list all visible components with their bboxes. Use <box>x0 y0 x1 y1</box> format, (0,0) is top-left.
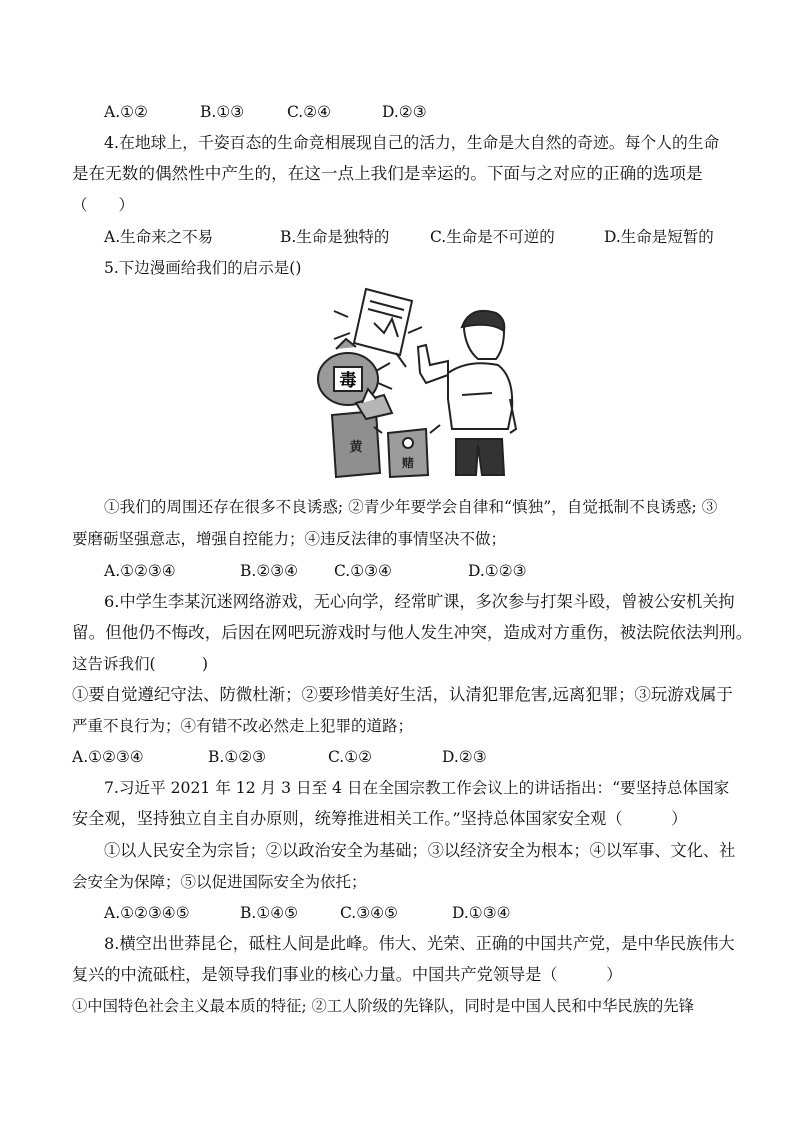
boy-figure-icon <box>418 311 516 475</box>
temptation-cartoon <box>296 283 522 483</box>
q5-option-b: B.②③④ <box>240 562 299 580</box>
q6-line-5: 严重不良行为；④有错不改必然走上犯罪的道路； <box>72 717 414 735</box>
q7-line-3: ①以人民安全为宗旨；②以政治安全为基础；③以经济安全为根本；④以军事、文化、社 <box>104 841 736 860</box>
q7-line-2: 安全观，坚持独立自主自办原则，统筹推进相关工作。”坚持总体国家安全观（ ） <box>72 809 688 828</box>
q3-option-a: A.①② <box>104 103 148 121</box>
q5-option-a: A.①②③④ <box>104 562 176 580</box>
cartoon-sign-gamble: 赌 <box>401 456 415 470</box>
q6-option-c: C.①② <box>328 748 373 766</box>
q7-line-4: 会安全为保障；⑤以促进国际安全为依托； <box>72 873 367 891</box>
q5-option-c: C.①③④ <box>334 562 392 580</box>
q4-line-1: 4.在地球上，千姿百态的生命竞相展现自己的活力，生命是大自然的奇迹。每个人的生命 <box>104 133 720 152</box>
q7-line-1: 7.习近平 2021 年 12 月 3 日至 4 日在全国宗教工作会议上的讲话指出：“要坚持总体国家 <box>104 779 730 797</box>
q7-option-c: C.③④⑤ <box>340 904 398 922</box>
q6-option-a: A.①②③④ <box>72 748 144 766</box>
q3-option-c: C.②④ <box>287 103 332 121</box>
q4-option-d: D.生命是短暂的 <box>604 228 714 246</box>
cartoon-sign-yellow: 黄 <box>349 440 363 455</box>
q5-line-2: 要磨砺坚强意志，增强自控能力；④违反法律的事情坚决不做； <box>72 530 507 548</box>
q4-option-c: C.生命是不可逆的 <box>430 228 555 246</box>
q5-line-1: ①我们的周围还存在很多不良诱惑; ②青少年要学会自律和“慎独”，自觉抵制不良诱惑; ③ <box>104 498 718 516</box>
q4-option-b: B.生命是独特的 <box>280 228 390 246</box>
q6-line-3: 这告诉我们( ) <box>72 655 209 673</box>
q5-option-d: D.①②③ <box>468 562 527 580</box>
q5-stem: 5.下边漫画给我们的启示是() <box>104 259 302 277</box>
q3-option-b: B.①③ <box>200 103 245 121</box>
q3-option-d: D.②③ <box>382 103 427 121</box>
q7-option-a: A.①②③④⑤ <box>104 904 190 922</box>
cartoon-sign-poison: 毒 <box>339 371 357 391</box>
q4-option-a: A.生命来之不易 <box>104 228 214 246</box>
q6-line-2: 留。但他仍不悔改，后因在网吧玩游戏时与他人发生冲突，造成对方重伤，被法院依法判刑。 <box>72 623 753 642</box>
q7-option-b: B.①④⑤ <box>240 904 299 922</box>
q6-option-d: D.②③ <box>442 748 487 766</box>
q8-line-2: 复兴的中流砥柱，是领导我们事业的核心力量。中国共产党领导是（ ） <box>72 965 623 984</box>
q7-option-d: D.①③④ <box>452 904 511 922</box>
q8-line-1: 8.横空出世莽昆仑，砥柱人间是此峰。伟大、光荣、正确的中国共产党，是中华民族伟大 <box>104 934 735 953</box>
q4-line-2: 是在无数的偶然性中产生的，在这一点上我们是幸运的。下面与之对应的正确的选项是 <box>72 164 703 183</box>
q8-line-3: ①中国特色社会主义最本质的特征; ②工人阶级的先锋队，同时是中国人民和中华民族的先锋 <box>72 997 694 1015</box>
q6-line-1: 6.中学生李某沉迷网络游戏，无心向学，经常旷课，多次参与打架斗殴，曾被公安机关拘 <box>104 592 735 611</box>
q4-line-3: （ ） <box>72 196 135 214</box>
q6-option-b: B.①②③ <box>208 748 267 766</box>
q6-line-4: ①要自觉遵纪守法、防微杜渐；②要珍惜美好生活，认清犯罪危害,远离犯罪；③玩游戏属于 <box>72 685 733 704</box>
